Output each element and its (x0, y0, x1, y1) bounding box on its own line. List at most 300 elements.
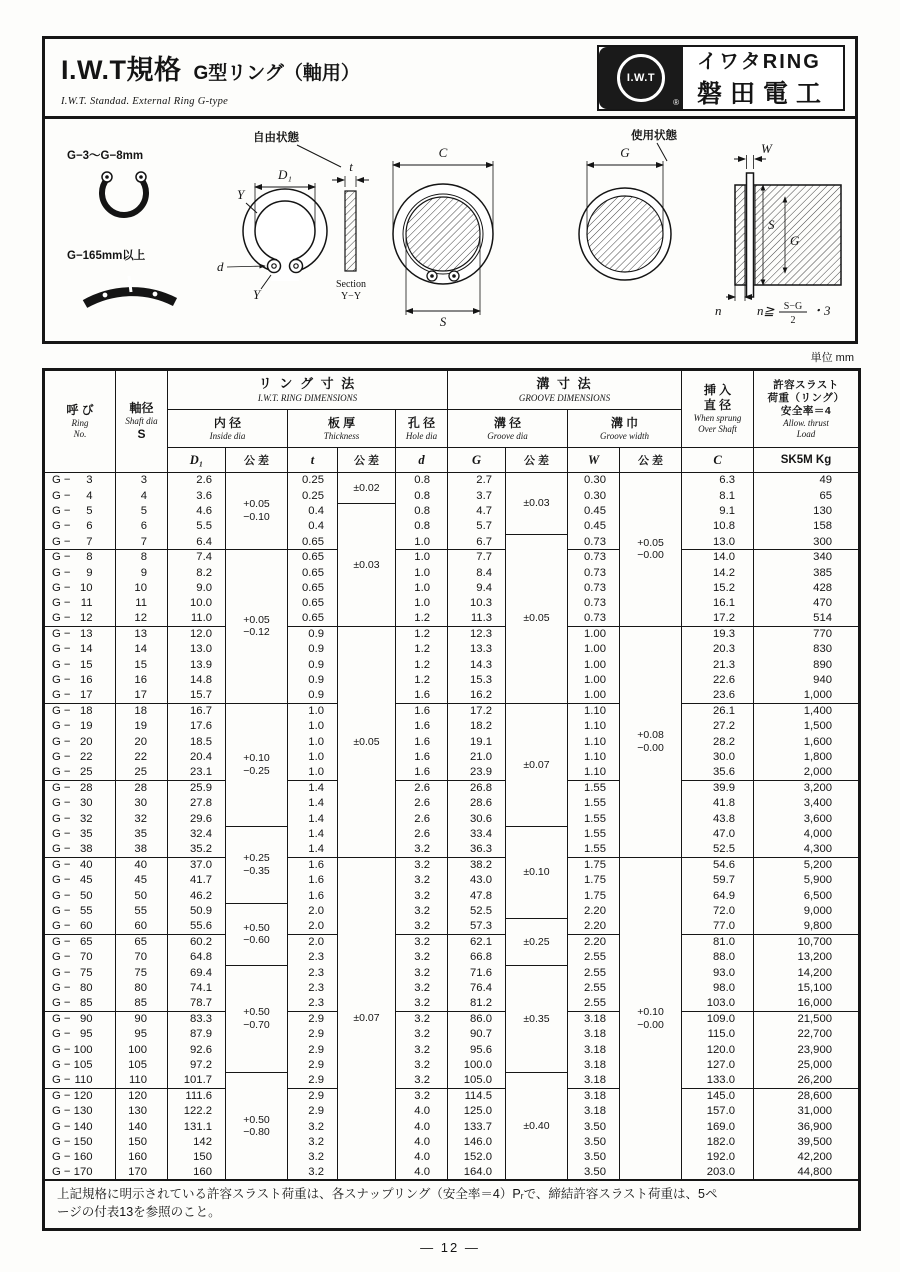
value-cell: 28.6 (448, 796, 506, 811)
value-cell: 1.2 (396, 657, 448, 672)
value-cell: 92.6 (168, 1042, 226, 1057)
value-cell: 50 (116, 888, 168, 903)
value-cell: 1.75 (568, 888, 620, 903)
value-cell: 100.0 (448, 1057, 506, 1072)
ring-no-cell: G − 105 (44, 1057, 116, 1072)
value-cell: 115.0 (682, 1027, 754, 1042)
value-cell: 10 (116, 580, 168, 595)
tolerance-cell: +0.25 −0.35 (226, 826, 288, 903)
value-cell: 2.3 (288, 996, 338, 1011)
value-cell: 2.9 (288, 1088, 338, 1103)
spec-row-G-22 (44, 750, 860, 765)
footnote-line-2: ージの付表13を参照のこと。 (57, 1204, 221, 1219)
value-cell: 3.2 (288, 1134, 338, 1149)
spec-row-G-80 (44, 980, 860, 995)
value-cell: 32 (116, 811, 168, 826)
value-cell: 0.73 (568, 580, 620, 595)
value-cell: 7.7 (448, 549, 506, 564)
spec-table (42, 368, 861, 1231)
brand-text (683, 47, 843, 109)
ring-no-cell: G − 19 (44, 719, 116, 734)
ring-no-cell: G − 40 (44, 857, 116, 872)
value-cell: 1.75 (568, 857, 620, 872)
col-header-groove-width: 溝 巾 Groove width (568, 410, 682, 448)
value-cell: 95.6 (448, 1042, 506, 1057)
value-cell: 20.4 (168, 750, 226, 765)
value-cell: 9.0 (168, 580, 226, 595)
value-cell: 103.0 (682, 996, 754, 1011)
value-cell: 45 (116, 873, 168, 888)
value-cell: 9,000 (754, 903, 860, 918)
value-cell: 1.6 (396, 719, 448, 734)
iwt-logo-text: I.W.T (626, 71, 656, 84)
ring-no-cell: G − 20 (44, 734, 116, 749)
spec-row-G-140 (44, 1119, 860, 1134)
value-cell: 1.4 (288, 826, 338, 841)
ring-no-cell: G − 45 (44, 873, 116, 888)
value-cell: 109.0 (682, 1011, 754, 1026)
doc-subtitle: G型リング（軸用） (193, 63, 360, 84)
value-cell: 1.4 (288, 811, 338, 826)
formula-lhs: n≧ (757, 303, 775, 318)
value-cell: 23,900 (754, 1042, 860, 1057)
value-cell: 22 (116, 750, 168, 765)
ring-no-cell: G − 170 (44, 1165, 116, 1180)
value-cell: 2.55 (568, 980, 620, 995)
value-cell: 8.4 (448, 565, 506, 580)
value-cell: 125.0 (448, 1104, 506, 1119)
value-cell: 14,200 (754, 965, 860, 980)
value-cell: 2.9 (288, 1057, 338, 1072)
ring-no-cell: G − 17 (44, 688, 116, 703)
value-cell: 16.1 (682, 596, 754, 611)
value-cell: 940 (754, 673, 860, 688)
section-label-1: Section (336, 279, 366, 290)
value-cell: 4.6 (168, 503, 226, 518)
value-cell: 3.18 (568, 1011, 620, 1026)
value-cell: 3.18 (568, 1088, 620, 1103)
value-cell: 131.1 (168, 1119, 226, 1134)
value-cell: 0.8 (396, 473, 448, 488)
spec-row-G-95 (44, 1027, 860, 1042)
value-cell: 81.0 (682, 934, 754, 949)
value-cell: 1.00 (568, 657, 620, 672)
ring-no-cell: G − 140 (44, 1119, 116, 1134)
formula-numerator: S−G (783, 301, 803, 312)
ring-no-cell: G − 90 (44, 1011, 116, 1026)
value-cell: 2.9 (288, 1073, 338, 1088)
value-cell: 3.2 (396, 919, 448, 934)
value-cell: 1.2 (396, 642, 448, 657)
value-cell: 3.2 (396, 1073, 448, 1088)
value-cell: 54.6 (682, 857, 754, 872)
spec-row-G-17 (44, 688, 860, 703)
ring-no-cell: G − 28 (44, 780, 116, 795)
col-header-thickness: 板 厚 Thickness (288, 410, 396, 448)
spec-row-G-160 (44, 1150, 860, 1165)
value-cell: 1,600 (754, 734, 860, 749)
value-cell: 3.2 (396, 888, 448, 903)
c-view-shaft-section (406, 197, 480, 271)
value-cell: 1.0 (288, 765, 338, 780)
value-cell: 3.2 (396, 903, 448, 918)
ring-no-cell: G − 120 (44, 1088, 116, 1103)
tolerance-cell: ±0.03 (338, 503, 396, 626)
large-size-range-label: G−165mm以上 (67, 250, 146, 262)
value-cell: 28,600 (754, 1088, 860, 1103)
tolerance-cell: ±0.35 (506, 965, 568, 1073)
spec-row-G-130 (44, 1104, 860, 1119)
value-cell: 133.7 (448, 1119, 506, 1134)
value-cell: 17 (116, 688, 168, 703)
value-cell: 25.9 (168, 780, 226, 795)
tolerance-cell: ±0.05 (506, 534, 568, 703)
value-cell: 3.18 (568, 1073, 620, 1088)
ring-no-cell: G − 11 (44, 596, 116, 611)
spec-row-G-85 (44, 996, 860, 1011)
value-cell: 90.7 (448, 1027, 506, 1042)
use-view-shaft-section (587, 196, 663, 272)
spec-row-G-4 (44, 488, 860, 503)
value-cell: 9,800 (754, 919, 860, 934)
value-cell: 77.0 (682, 919, 754, 934)
value-cell: 40 (116, 857, 168, 872)
spec-row-G-5 (44, 503, 860, 518)
value-cell: 127.0 (682, 1057, 754, 1072)
value-cell: 64.8 (168, 950, 226, 965)
value-cell: 3.2 (396, 980, 448, 995)
value-cell: 340 (754, 549, 860, 564)
value-cell: 47.8 (448, 888, 506, 903)
col-ring-jp: 呼 び (66, 403, 94, 418)
value-cell: 88.0 (682, 950, 754, 965)
value-cell: 16.2 (448, 688, 506, 703)
value-cell: 4.0 (396, 1165, 448, 1180)
value-cell: 0.45 (568, 519, 620, 534)
value-cell: 41.8 (682, 796, 754, 811)
formula-denominator: 2 (790, 315, 796, 326)
value-cell: 1.0 (396, 596, 448, 611)
spec-row-G-32 (44, 811, 860, 826)
value-cell: 13.0 (168, 642, 226, 657)
value-cell: 20 (116, 734, 168, 749)
ring-no-cell: G − 5 (44, 503, 116, 518)
value-cell: 12.3 (448, 626, 506, 641)
ring-no-cell: G − 25 (44, 765, 116, 780)
value-cell: 10.8 (682, 519, 754, 534)
spec-row-G-70 (44, 950, 860, 965)
value-cell: 10,700 (754, 934, 860, 949)
spec-row-G-6 (44, 519, 860, 534)
dim-s2-label: S (768, 217, 775, 232)
spec-row-G-8 (44, 549, 860, 564)
value-cell: 14.2 (682, 565, 754, 580)
value-cell: 1.2 (396, 626, 448, 641)
value-cell: 12 (116, 611, 168, 626)
value-cell: 4.0 (396, 1150, 448, 1165)
value-cell: 3,600 (754, 811, 860, 826)
value-cell: 1.4 (288, 842, 338, 857)
value-cell: 0.4 (288, 519, 338, 534)
ring-no-cell: G − 8 (44, 549, 116, 564)
value-cell: 13.3 (448, 642, 506, 657)
value-cell: 5.7 (448, 519, 506, 534)
value-cell: 2.6 (396, 811, 448, 826)
value-cell: 12.0 (168, 626, 226, 641)
value-cell: 2.55 (568, 996, 620, 1011)
value-cell: 1.6 (288, 873, 338, 888)
tolerance-cell: +0.05 −0.12 (226, 549, 288, 703)
value-cell: 130 (754, 503, 860, 518)
value-cell: 2.0 (288, 919, 338, 934)
spec-row-G-20 (44, 734, 860, 749)
value-cell: 1.00 (568, 626, 620, 641)
value-cell: 2.6 (168, 473, 226, 488)
value-cell: 2,000 (754, 765, 860, 780)
value-cell: 1.10 (568, 703, 620, 718)
value-cell: 4.0 (396, 1134, 448, 1149)
page-number: — 12 — (420, 1240, 480, 1256)
value-cell: 7 (116, 534, 168, 549)
spec-row-G-18 (44, 703, 860, 718)
ring-no-cell: G − 75 (44, 965, 116, 980)
value-cell: 25 (116, 765, 168, 780)
spec-row-G-170 (44, 1165, 860, 1180)
value-cell: 16,000 (754, 996, 860, 1011)
ring-diagram-svg (45, 119, 855, 341)
value-cell: 42,200 (754, 1150, 860, 1165)
value-cell: 49 (754, 473, 860, 488)
value-cell: 18.5 (168, 734, 226, 749)
value-cell: 0.9 (288, 657, 338, 672)
company-name: 磐田電工 (696, 80, 829, 108)
spec-row-G-25 (44, 765, 860, 780)
spec-row-G-60 (44, 919, 860, 934)
tolerance-cell: ±0.07 (506, 703, 568, 826)
value-cell: 0.25 (288, 488, 338, 503)
value-cell: 1.6 (396, 750, 448, 765)
value-cell: 114.5 (448, 1088, 506, 1103)
spec-row-G-120 (44, 1088, 860, 1103)
col-header-inside-dia: 内 径 Inside dia (168, 410, 288, 448)
ring-no-cell: G − 6 (44, 519, 116, 534)
value-cell: 164.0 (448, 1165, 506, 1180)
value-cell: 6.4 (168, 534, 226, 549)
spec-row-G-38 (44, 842, 860, 857)
value-cell: 1.10 (568, 734, 620, 749)
value-cell: 15.3 (448, 673, 506, 688)
value-cell: 4.7 (448, 503, 506, 518)
value-cell: 158 (754, 519, 860, 534)
title-block (61, 48, 360, 107)
value-cell: 150 (116, 1134, 168, 1149)
value-cell: 5,200 (754, 857, 860, 872)
tolerance-cell: ±0.02 (338, 473, 396, 504)
value-cell: 0.65 (288, 534, 338, 549)
ring-no-cell: G − 10 (44, 580, 116, 595)
spec-row-G-15 (44, 657, 860, 672)
col-header-insert-dia: 挿 入 直 径 When sprung Over Shaft (682, 370, 754, 448)
value-cell: 470 (754, 596, 860, 611)
value-cell: 2.9 (288, 1042, 338, 1057)
value-cell: 57.3 (448, 919, 506, 934)
value-cell: 1.00 (568, 673, 620, 688)
spec-row-G-13 (44, 626, 860, 641)
value-cell: 428 (754, 580, 860, 595)
value-cell: 2.6 (396, 796, 448, 811)
value-cell: 3,400 (754, 796, 860, 811)
ring-no-cell: G − 14 (44, 642, 116, 657)
tolerance-cell: +0.50 −0.60 (226, 903, 288, 965)
value-cell: 20.3 (682, 642, 754, 657)
value-cell: 75 (116, 965, 168, 980)
value-cell: 70 (116, 950, 168, 965)
value-cell: 1.6 (396, 703, 448, 718)
spec-row-G-11 (44, 596, 860, 611)
dim-g-label: G (620, 145, 630, 160)
col-sym-load-unit: SK5M Kg (754, 448, 860, 473)
value-cell: 1.55 (568, 796, 620, 811)
value-cell: 81.2 (448, 996, 506, 1011)
spec-row-G-12 (44, 611, 860, 626)
group-header-groove-dimensions: 溝 寸 法 GROOVE DIMENSIONS (448, 370, 682, 410)
tolerance-cell: ±0.07 (338, 857, 396, 1180)
spec-row-G-90 (44, 1011, 860, 1026)
lug-left (290, 260, 303, 273)
value-cell: 1.55 (568, 842, 620, 857)
ring-no-cell: G − 160 (44, 1150, 116, 1165)
value-cell: 3.18 (568, 1027, 620, 1042)
value-cell: 1.10 (568, 765, 620, 780)
ring-no-cell: G − 15 (44, 657, 116, 672)
value-cell: 30.0 (682, 750, 754, 765)
col-sym-tol-groove-width: 公 差 (620, 448, 682, 473)
tolerance-cell: +0.05 −0.10 (226, 473, 288, 550)
col-sym-t: t (288, 448, 338, 473)
value-cell: 1.4 (288, 796, 338, 811)
col-header-hole-dia: 孔 径 Hole dia (396, 410, 448, 448)
value-cell: 2.9 (288, 1011, 338, 1026)
col-sym-tol-groove-dia: 公 差 (506, 448, 568, 473)
value-cell: 3.2 (396, 873, 448, 888)
value-cell: 95 (116, 1027, 168, 1042)
spec-row-G-35 (44, 826, 860, 841)
value-cell: 72.0 (682, 903, 754, 918)
registered-mark: ® (673, 97, 679, 107)
value-cell: 2.20 (568, 934, 620, 949)
value-cell: 21.3 (682, 657, 754, 672)
value-cell: 15 (116, 657, 168, 672)
value-cell: 1.0 (288, 734, 338, 749)
value-cell: 120.0 (682, 1042, 754, 1057)
value-cell: 9 (116, 565, 168, 580)
value-cell: 2.6 (396, 826, 448, 841)
value-cell: 35.6 (682, 765, 754, 780)
value-cell: 3.2 (396, 934, 448, 949)
value-cell: 80 (116, 980, 168, 995)
dim-s-label: S (439, 314, 447, 329)
value-cell: 3.2 (396, 857, 448, 872)
value-cell: 39,500 (754, 1134, 860, 1149)
spec-row-G-75 (44, 965, 860, 980)
ring-no-cell: G − 110 (44, 1073, 116, 1088)
value-cell: 770 (754, 626, 860, 641)
value-cell: 3.6 (168, 488, 226, 503)
col-header-groove-dia: 溝 径 Groove dia (448, 410, 568, 448)
doc-subtitle-en: I.W.T. Standad. External Ring G-type (61, 96, 229, 107)
spec-row-G-7 (44, 534, 860, 549)
value-cell: 14 (116, 642, 168, 657)
value-cell: 21.0 (448, 750, 506, 765)
value-cell: 98.0 (682, 980, 754, 995)
ring-no-cell: G − 3 (44, 473, 116, 488)
value-cell: 9.1 (682, 503, 754, 518)
ring-cross-section (747, 173, 754, 297)
value-cell: 52.5 (448, 903, 506, 918)
top-box (42, 36, 858, 344)
value-cell: 0.73 (568, 611, 620, 626)
value-cell: 1,800 (754, 750, 860, 765)
value-cell: 35.2 (168, 842, 226, 857)
value-cell: 142 (168, 1134, 226, 1149)
value-cell: 31,000 (754, 1104, 860, 1119)
value-cell: 1.6 (396, 765, 448, 780)
value-cell: 62.1 (448, 934, 506, 949)
value-cell: 0.65 (288, 580, 338, 595)
small-ring-icon (102, 179, 146, 215)
value-cell: 0.9 (288, 626, 338, 641)
dim-w-label: W (761, 141, 772, 156)
iwt-logo-circle (617, 54, 665, 102)
group-header-ring-dimensions: リ ン グ 寸 法 I.W.T. RING DIMENSIONS (168, 370, 448, 410)
value-cell: 2.9 (288, 1104, 338, 1119)
value-cell: 5.5 (168, 519, 226, 534)
value-cell: 1.55 (568, 811, 620, 826)
value-cell: 21,500 (754, 1011, 860, 1026)
value-cell: 105 (116, 1057, 168, 1072)
value-cell: 65 (116, 934, 168, 949)
value-cell: 8.2 (168, 565, 226, 580)
col-header-shaft-dia: 軸径 Shaft dia S (116, 370, 168, 473)
value-cell: 2.55 (568, 965, 620, 980)
value-cell: 1.6 (288, 888, 338, 903)
value-cell: 122.2 (168, 1104, 226, 1119)
ring-no-cell: G − 70 (44, 950, 116, 965)
value-cell: 1.2 (396, 611, 448, 626)
title-bar (45, 39, 855, 119)
spec-row-G-3 (44, 473, 860, 488)
value-cell: 11 (116, 596, 168, 611)
value-cell: 3.18 (568, 1057, 620, 1072)
value-cell: 830 (754, 642, 860, 657)
value-cell: 0.73 (568, 534, 620, 549)
value-cell: 19.1 (448, 734, 506, 749)
value-cell: 46.2 (168, 888, 226, 903)
value-cell: 0.25 (288, 473, 338, 488)
value-cell: 17.2 (448, 703, 506, 718)
value-cell: 2.20 (568, 903, 620, 918)
dim-g2-label: G (790, 233, 800, 248)
value-cell: 44,800 (754, 1165, 860, 1180)
value-cell: 182.0 (682, 1134, 754, 1149)
value-cell: 105.0 (448, 1073, 506, 1088)
value-cell: 76.4 (448, 980, 506, 995)
value-cell: 2.55 (568, 950, 620, 965)
value-cell: 3.18 (568, 1104, 620, 1119)
value-cell: 14.0 (682, 549, 754, 564)
spec-row-G-19 (44, 719, 860, 734)
value-cell: 1.10 (568, 719, 620, 734)
